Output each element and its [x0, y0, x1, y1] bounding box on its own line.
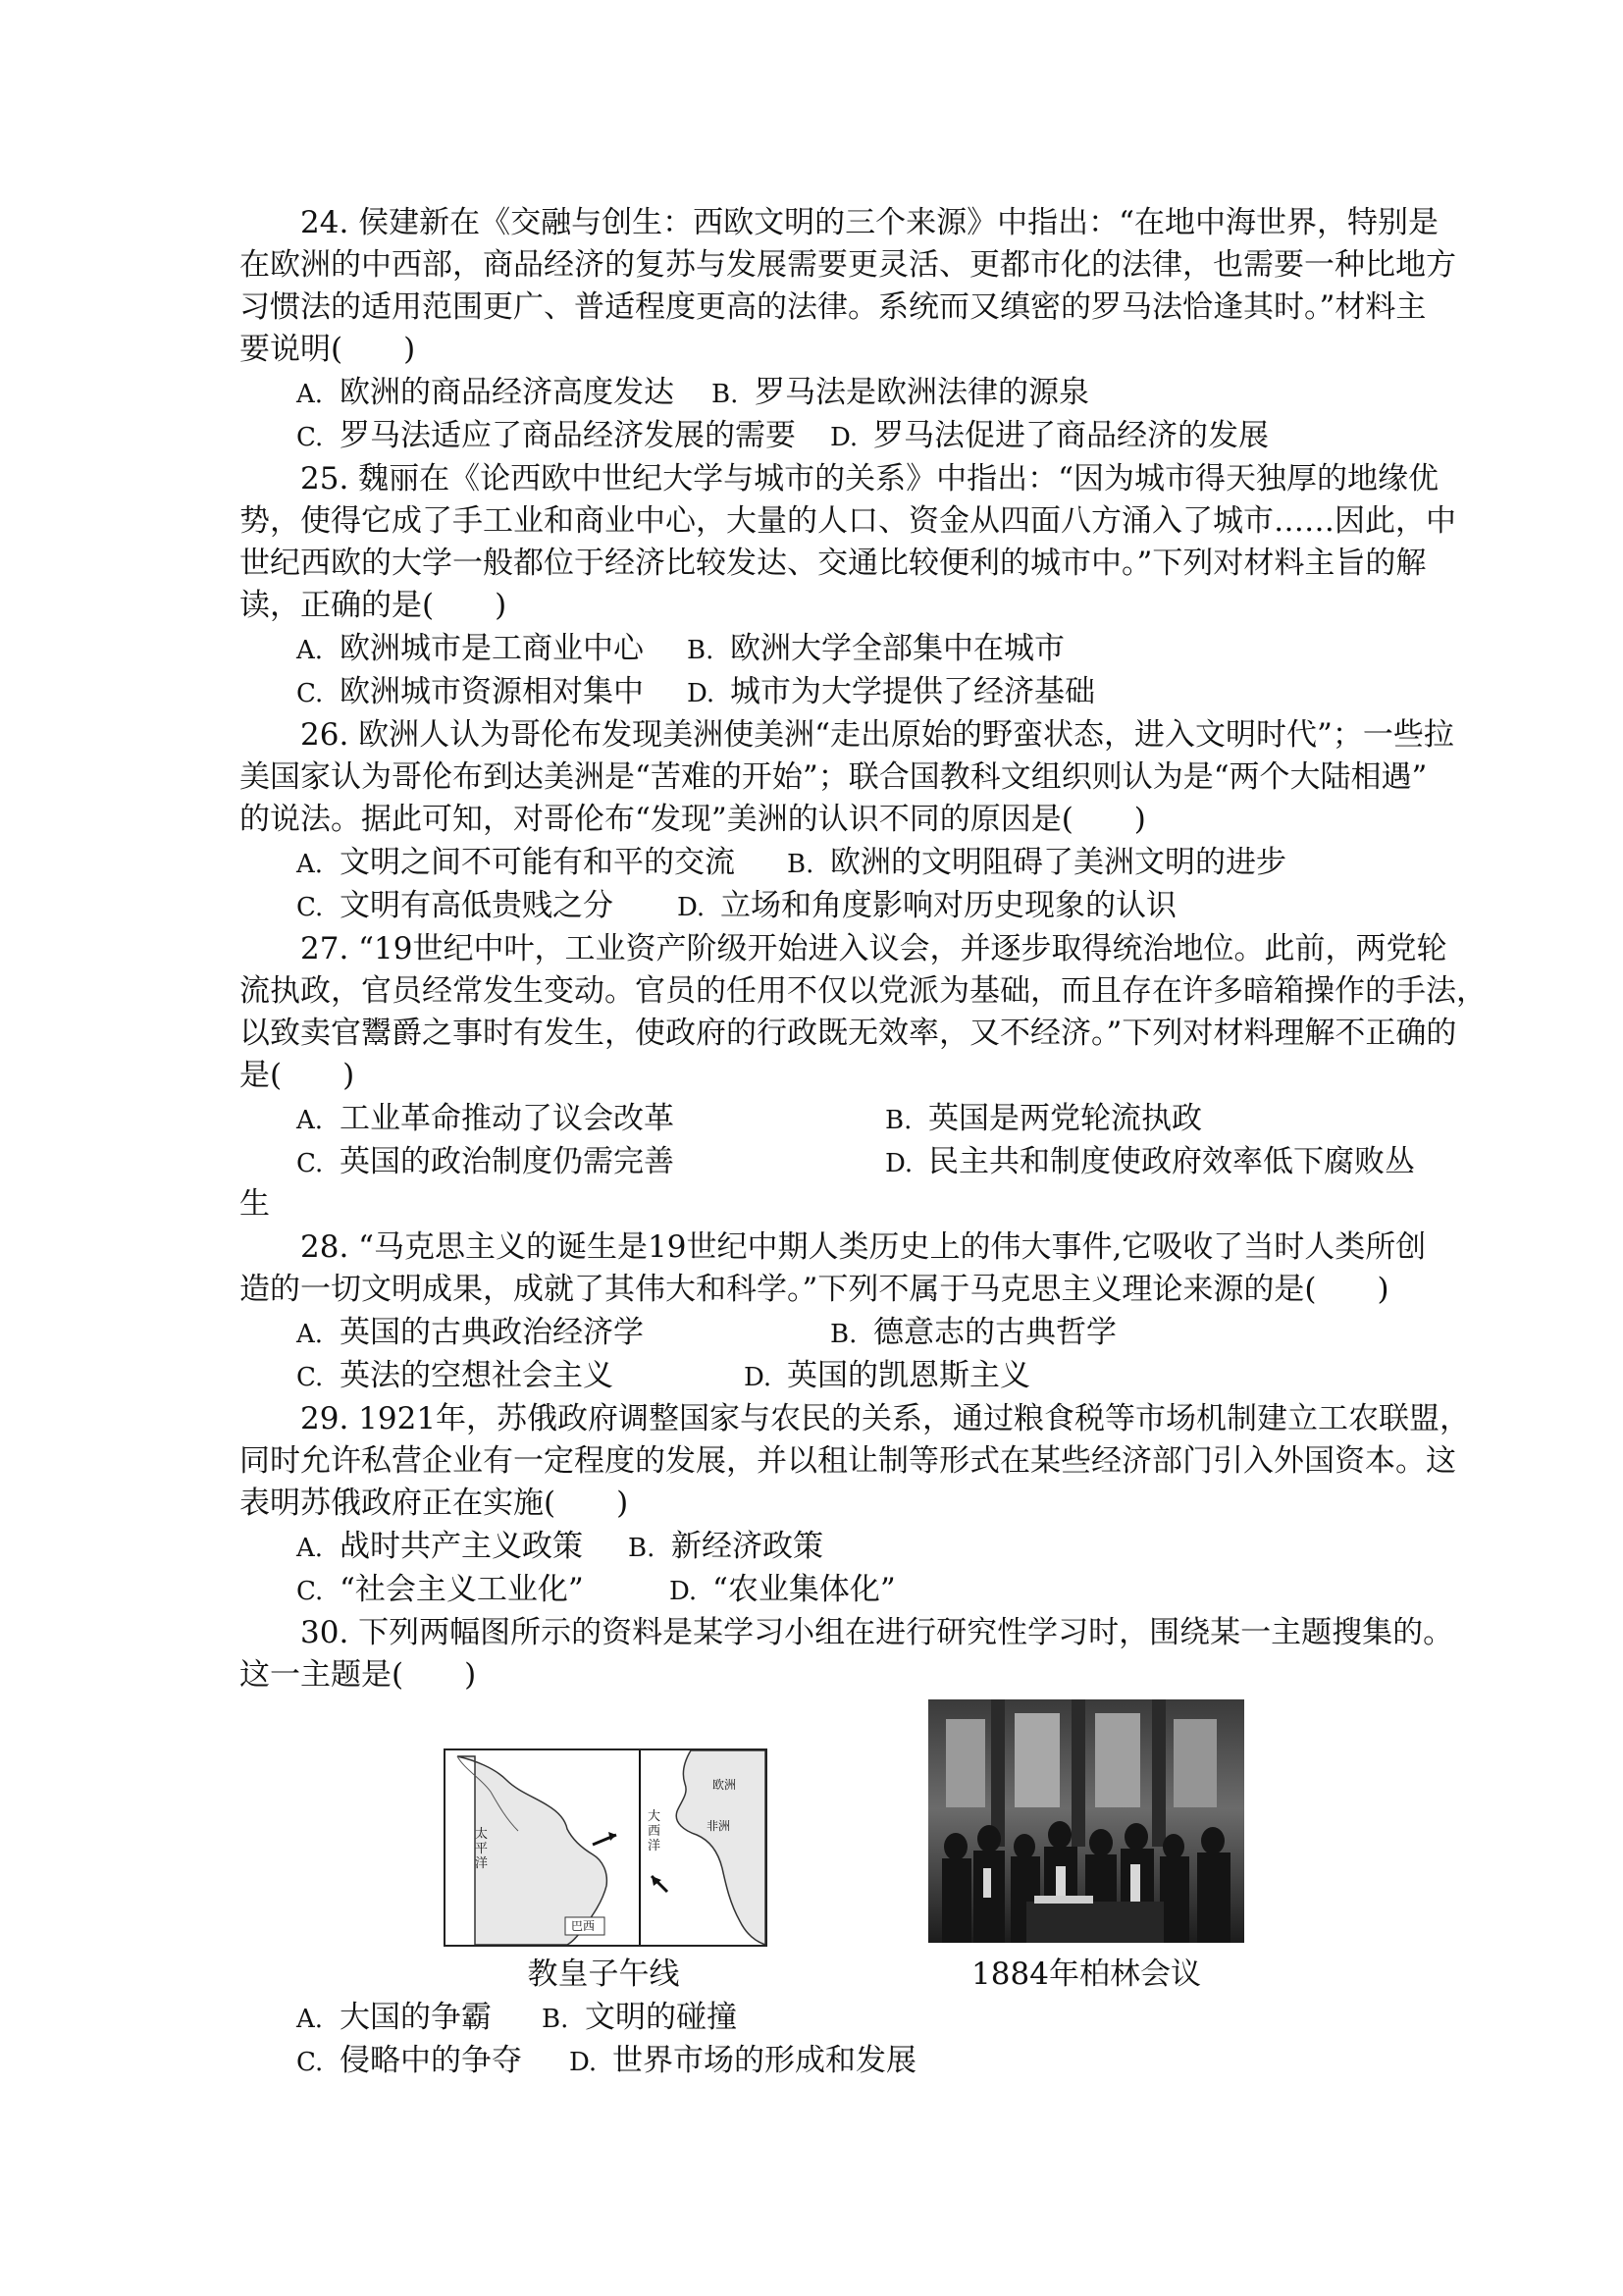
option-letter: D.	[569, 2048, 598, 2077]
option-text: 英国是两党轮流执政	[928, 1101, 1202, 1136]
option-letter: C.	[296, 1149, 324, 1178]
option-text: 战时共产主义政策	[340, 1529, 583, 1564]
q30-option-d[interactable]	[569, 2039, 916, 2084]
option-text: 世界市场的形成和发展	[612, 2043, 916, 2078]
option-text: 罗马法是欧洲法律的源泉	[755, 375, 1089, 410]
q29-line-1: 29. 1921年，苏俄政府调整国家与农民的关系，通过粮食税等市场机制建立工农联盟，	[300, 1401, 1471, 1436]
option-text: 欧洲大学全部集中在城市	[730, 631, 1065, 666]
option-letter: D.	[744, 1363, 772, 1392]
q25-option-b[interactable]	[687, 627, 1065, 672]
q30-option-b[interactable]	[542, 1996, 737, 2041]
option-text: 德意志的古典哲学	[873, 1315, 1117, 1350]
q27-option-d[interactable]	[885, 1140, 1415, 1185]
q28-option-a[interactable]	[296, 1311, 644, 1356]
q29-option-b[interactable]	[628, 1525, 823, 1570]
q25-line-4: 读，正确的是( )	[239, 588, 507, 623]
q26-line-1: 26. 欧洲人认为哥伦布发现美洲使美洲“走出原始的野蛮状态，进入文明时代”；一些拉	[300, 717, 1454, 753]
q25-option-c[interactable]	[296, 670, 644, 715]
papal-line-map-figure	[444, 1748, 767, 1947]
option-letter: C.	[296, 2048, 324, 2077]
q28-line-2: 造的一切文明成果，成就了其伟大和科学。”下列不属于马克思主义理论来源的是( )	[239, 1272, 1389, 1307]
option-letter: C.	[296, 423, 324, 452]
option-text: 欧洲的文明阻碍了美洲文明的进步	[830, 845, 1286, 880]
q25-option-d[interactable]	[687, 670, 1095, 715]
option-text: 文明有高低贵贱之分	[340, 888, 613, 923]
option-letter: B.	[542, 2005, 569, 2034]
option-letter: A.	[296, 1106, 324, 1135]
q24-option-a[interactable]	[296, 371, 674, 416]
q25-line-3: 世纪西欧的大学一般都位于经济比较发达、交通比较便利的城市中。”下列对材料主旨的解	[239, 546, 1427, 581]
option-text: 欧洲的商品经济高度发达	[340, 375, 674, 410]
q24-option-d[interactable]	[830, 414, 1269, 459]
option-letter: B.	[830, 1320, 858, 1349]
q24-line-4: 要说明( )	[239, 332, 416, 367]
option-letter: D.	[885, 1149, 914, 1178]
option-letter: D.	[677, 893, 706, 922]
option-text: 工业革命推动了议会改革	[340, 1101, 674, 1136]
option-letter: A.	[296, 850, 324, 879]
option-text: 英法的空想社会主义	[340, 1358, 613, 1393]
option-letter: B.	[628, 1534, 655, 1563]
berlin-conference-photo	[928, 1699, 1244, 1943]
q28-option-d[interactable]	[744, 1354, 1030, 1399]
option-text: 英国的古典政治经济学	[340, 1315, 644, 1350]
q26-option-a[interactable]	[296, 841, 735, 886]
q27-line-4: 是( )	[239, 1058, 355, 1093]
q28-line-1: 28. “马克思主义的诞生是19世纪中期人类历史上的伟大事件,它吸收了当时人类所创	[300, 1229, 1427, 1265]
option-text: 欧洲城市是工商业中心	[340, 631, 644, 666]
option-text: 城市为大学提供了经济基础	[730, 674, 1095, 709]
q24-option-b[interactable]	[711, 371, 1089, 416]
q29-option-a[interactable]	[296, 1525, 583, 1570]
figure-caption-berlin-conference: 1884年柏林会议	[971, 1957, 1201, 1992]
option-text: 大国的争霸	[340, 2000, 492, 2035]
option-text: 立场和角度影响对历史现象的认识	[720, 888, 1177, 923]
option-letter: D.	[687, 679, 715, 708]
q26-option-c[interactable]	[296, 884, 613, 929]
q29-line-2: 同时允许私营企业有一定程度的发展，并以租让制等形式在某些经济部门引入外国资本。这	[239, 1443, 1456, 1479]
q27-option-b[interactable]	[885, 1097, 1202, 1142]
q24-line-2: 在欧洲的中西部，商品经济的复苏与发展需要更灵活、更都市化的法律，也需要一种比地方	[239, 247, 1456, 283]
option-text: 民主共和制度使政府效率低下腐败丛	[928, 1144, 1415, 1179]
option-letter: B.	[687, 636, 714, 665]
option-text: 新经济政策	[671, 1529, 823, 1564]
option-letter: D.	[830, 423, 859, 452]
option-letter: B.	[711, 380, 739, 409]
option-letter: B.	[787, 850, 814, 879]
map-label-europe: 欧洲	[712, 1778, 737, 1792]
option-letter: B.	[885, 1106, 913, 1135]
option-text: 侵略中的争夺	[340, 2043, 522, 2078]
q24-line-1: 24. 侯建新在《交融与创生：西欧文明的三个来源》中指出：“在地中海世界，特别是	[300, 205, 1439, 240]
option-text: 英国的凯恩斯主义	[787, 1358, 1030, 1393]
q29-option-c[interactable]	[296, 1568, 584, 1613]
q27-line-3: 以致卖官鬻爵之事时有发生，使政府的行政既无效率，又不经济。”下列对材料理解不正确的	[239, 1016, 1457, 1051]
option-letter: C.	[296, 679, 324, 708]
q24-option-c[interactable]	[296, 414, 796, 459]
option-letter: A.	[296, 1534, 324, 1563]
map-label-pacific: 太平洋	[475, 1827, 489, 1871]
q27-line-1: 27. “19世纪中叶，工业资产阶级开始进入议会，并逐步取得统治地位。此前，两党轮	[300, 931, 1447, 966]
q30-option-a[interactable]	[296, 1996, 492, 2041]
option-text: 罗马法适应了商品经济发展的需要	[340, 418, 796, 453]
q28-option-b[interactable]	[830, 1311, 1117, 1356]
q27-option-d-continuation: 生	[239, 1186, 270, 1222]
q30-line-2: 这一主题是( )	[239, 1657, 477, 1693]
option-letter: A.	[296, 636, 324, 665]
option-text: 文明的碰撞	[585, 2000, 737, 2035]
q28-option-c[interactable]	[296, 1354, 613, 1399]
option-text: “社会主义工业化”	[340, 1572, 584, 1607]
q25-line-2: 势，使得它成了手工业和商业中心，大量的人口、资金从四面八方涌入了城市……因此，中	[239, 503, 1456, 539]
q25-option-a[interactable]	[296, 627, 644, 672]
photo-illustration	[928, 1699, 1244, 1943]
q26-line-2: 美国家认为哥伦布到达美洲是“苦难的开始”；联合国教科文组织则认为是“两个大陆相遇”	[239, 759, 1428, 795]
figure-caption-papal-line: 教皇子午线	[527, 1957, 680, 1992]
q27-option-c[interactable]	[296, 1140, 674, 1185]
option-letter: A.	[296, 1320, 324, 1349]
option-text: “农业集体化”	[712, 1572, 896, 1607]
map-label-africa: 非洲	[707, 1819, 731, 1833]
q26-option-d[interactable]	[677, 884, 1177, 929]
q29-line-3: 表明苏俄政府正在实施( )	[239, 1486, 629, 1521]
q24-line-3: 习惯法的适用范围更广、普适程度更高的法律。系统而又缜密的罗马法恰逢其时。”材料主	[239, 289, 1427, 325]
q27-line-2: 流执政，官员经常发生变动。官员的任用不仅以党派为基础，而且存在许多暗箱操作的手法，	[239, 973, 1487, 1009]
option-letter: D.	[669, 1577, 698, 1606]
option-text: 罗马法促进了商品经济的发展	[873, 418, 1269, 453]
q26-option-b[interactable]	[787, 841, 1286, 886]
option-text: 文明之间不可能有和平的交流	[340, 845, 735, 880]
q25-line-1: 25. 魏丽在《论西欧中世纪大学与城市的关系》中指出：“因为城市得天独厚的地缘优	[300, 461, 1439, 496]
option-letter: A.	[296, 2005, 324, 2034]
option-letter: C.	[296, 1577, 324, 1606]
map-label-atlantic: 大西洋	[648, 1809, 661, 1853]
q30-line-1: 30. 下列两幅图所示的资料是某学习小组在进行研究性学习时，围绕某一主题搜集的。	[300, 1615, 1454, 1650]
map-label-brazil: 巴西	[571, 1919, 596, 1933]
option-text: 英国的政治制度仍需完善	[340, 1144, 674, 1179]
q26-line-3: 的说法。据此可知，对哥伦布“发现”美洲的认识不同的原因是( )	[239, 802, 1146, 837]
option-letter: C.	[296, 1363, 324, 1392]
q30-option-c[interactable]	[296, 2039, 522, 2084]
q29-option-d[interactable]	[669, 1568, 896, 1613]
q27-option-a[interactable]	[296, 1097, 674, 1142]
option-letter: C.	[296, 893, 324, 922]
option-text: 欧洲城市资源相对集中	[340, 674, 644, 709]
option-letter: A.	[296, 380, 324, 409]
